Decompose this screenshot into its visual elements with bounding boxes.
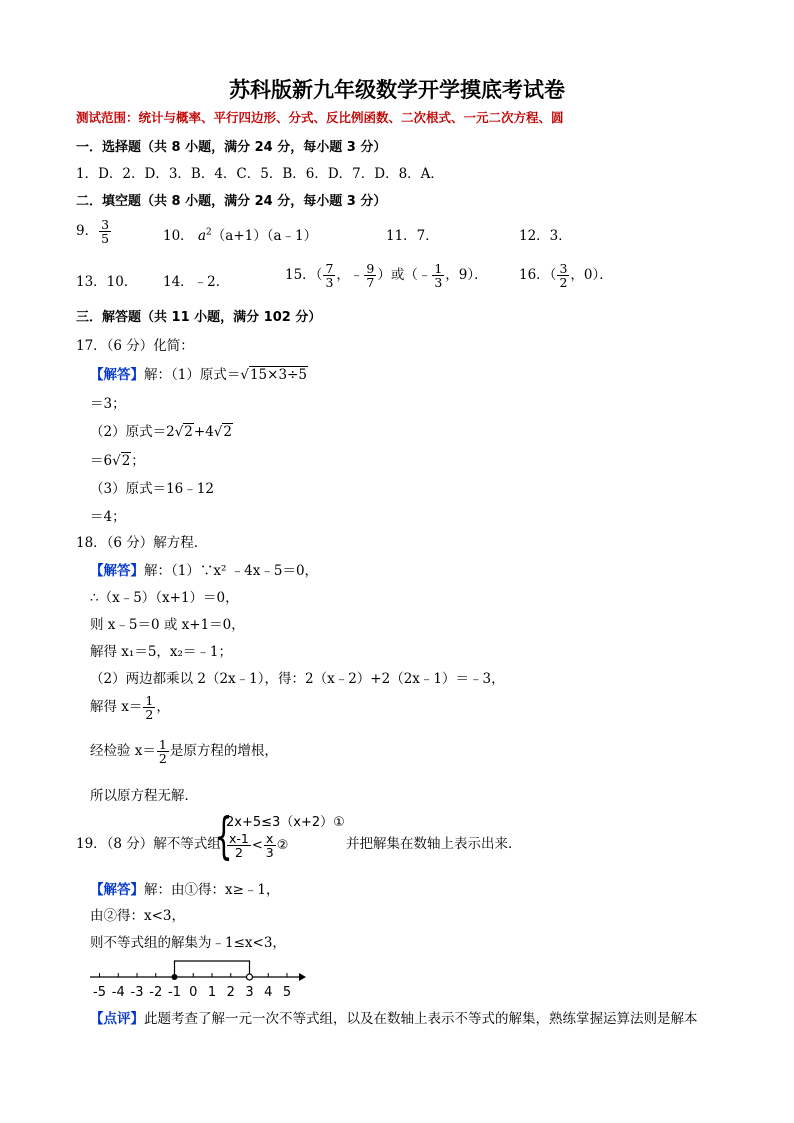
q18-l7-frac — [157, 738, 169, 765]
open-point-3 — [247, 974, 253, 980]
q18-line2: ∴（x﹣5）（x+1）＝0， — [90, 590, 239, 606]
q18-l6-text: 解得 x＝ — [90, 699, 143, 716]
q16-end: ，0）． — [570, 267, 613, 284]
q17-l1-text: 解：（1）原式＝ — [144, 367, 241, 383]
q16-frac — [557, 262, 569, 289]
q18-l7-num: 1 — [158, 737, 167, 752]
q15-frac2-den: 7 — [366, 275, 375, 291]
answer-q12: 12．3． — [519, 228, 572, 244]
q19-comment — [90, 1007, 698, 1027]
sqrt-sign: √ — [112, 453, 121, 469]
q15-sep: ，﹣ — [336, 267, 364, 284]
tick-label: -1 — [168, 985, 181, 1000]
q15-frac3-num: 1 — [434, 261, 443, 276]
section1-answers: 1．D．2．D．3．B．4．C．5．B．6．D．7．D．8．A． — [76, 166, 444, 182]
q18-line5: （2）两边都乘以 2（2x﹣1），得：2（x﹣2）+2（2x﹣1）＝﹣3， — [90, 671, 505, 687]
sqrt-sign: √ — [213, 424, 223, 440]
q18-l6-den: 2 — [145, 707, 154, 723]
q17-line5: （3）原式＝16﹣12 — [90, 481, 214, 497]
test-scope: 测试范围：统计与概率、平行四边形、分式、反比例函数、二次根式、一元二次方程、圆 — [76, 110, 564, 125]
q18-title: 18．（6 分）解方程． — [76, 535, 208, 551]
q17-line4 — [90, 449, 145, 469]
q15-or: ）或（﹣ — [377, 267, 432, 284]
q19-line3: 则不等式组的解集为﹣1≤x<3， — [90, 935, 286, 951]
tick-label: 3 — [245, 985, 254, 1000]
tick-label: 4 — [264, 985, 273, 1000]
answer-tag: 【解答】 — [90, 367, 144, 383]
sqrt-sign: √ — [174, 424, 184, 440]
q17-l3-plus: +4 — [193, 424, 214, 440]
section1-heading: 一．选择题（共 8 小题，满分 24 分，每小题 3 分） — [76, 140, 387, 155]
q9-number: 9． — [76, 223, 99, 240]
answer-tag: 【解答】 — [90, 882, 144, 898]
system-brace: { — [215, 807, 233, 865]
q19-suffix: 并把解集在数轴上表示出来． — [346, 836, 522, 852]
q19-ineq1: 2x+5≤3（x+2）① — [226, 815, 345, 830]
q9-fraction — [99, 218, 111, 245]
q19-ineq2-right-num: x — [266, 831, 274, 846]
q9-numerator: 3 — [101, 217, 110, 232]
q18-l6-num: 1 — [145, 693, 154, 708]
q18-line7 — [90, 738, 278, 765]
tick-label: -4 — [111, 985, 125, 1000]
q16-open: 16．（ — [519, 267, 557, 284]
q15-frac3-den: 3 — [434, 275, 443, 291]
q19-comment-text: 此题考查了解一元一次不等式组，以及在数轴上表示不等式的解集，熟练掌握运算法则是解本 — [144, 1011, 698, 1027]
answer-tag: 【解答】 — [90, 563, 144, 579]
q15-frac1 — [323, 262, 335, 289]
q19-ineq2-left-den: 2 — [227, 845, 251, 859]
closed-point-minus-1 — [172, 974, 178, 980]
tick-label: -2 — [149, 985, 163, 1000]
q19-ineq2-left-num: x-1 — [229, 831, 249, 846]
q18-l7-text: 经检验 x＝ — [90, 743, 156, 760]
q18-line6 — [90, 694, 170, 721]
answer-q11: 11．7． — [386, 228, 439, 244]
q17-l3-radicand2: 2 — [223, 424, 232, 440]
q19-ineq2-left — [227, 832, 251, 859]
number-line — [84, 952, 314, 1002]
q17-title: 17．（6 分）化简： — [76, 338, 194, 354]
q19-line1 — [90, 878, 280, 898]
answer-q14: 14．﹣2． — [163, 274, 230, 290]
q18-l1-text: 解：（1）∵x² ﹣4x﹣5＝0， — [144, 563, 319, 579]
q19-l1-text: 解：由①得：x≥﹣1， — [144, 882, 280, 898]
q18-l6-frac — [143, 694, 155, 721]
q18-line3: 则 x﹣5＝0 或 x+1＝0， — [90, 617, 245, 633]
q19-ineq2-right — [264, 832, 276, 859]
answer-q9 — [76, 218, 112, 245]
q18-line4: 解得 x₁＝5，x₂＝﹣1； — [90, 644, 233, 660]
answer-q13: 13．10． — [76, 274, 138, 290]
q15-end: ，9）． — [445, 267, 488, 284]
tick-label: -3 — [130, 985, 144, 1000]
q17-line2: ＝3； — [90, 396, 126, 412]
tick-label: -5 — [93, 985, 106, 1000]
q9-denominator: 5 — [101, 231, 110, 247]
q17-l4-end: ； — [131, 453, 145, 469]
tick-label: 5 — [282, 985, 292, 1000]
q15-frac3 — [432, 262, 444, 289]
q15-open: 15．（ — [285, 267, 323, 284]
q15-frac1-num: 7 — [325, 261, 334, 276]
q18-l6-end: ， — [156, 699, 170, 716]
q17-line3 — [90, 420, 233, 440]
q17-l1-radicand: 15×3÷5 — [249, 367, 307, 383]
q10-exponent: 2 — [206, 227, 212, 238]
q19-line2: 由②得：x<3， — [90, 908, 186, 924]
q16-frac-den: 2 — [559, 275, 568, 291]
q19-ineq2-mark: ② — [276, 838, 289, 854]
tick-label: 2 — [226, 985, 235, 1000]
q17-l3-radicand1: 2 — [184, 424, 193, 440]
q18-l7-end: 是原方程的增根， — [169, 743, 278, 760]
q19-ineq2 — [226, 832, 288, 859]
tick-label: 0 — [189, 985, 198, 1000]
q19-ineq2-op: < — [251, 838, 263, 854]
q10-number: 10． — [163, 228, 194, 244]
q10-rest: （a+1）（a﹣1） — [211, 228, 318, 244]
section3-heading: 三．解答题（共 11 小题，满分 102 分） — [76, 310, 322, 325]
q15-frac2 — [364, 262, 376, 289]
q17-l4-radicand: 2 — [121, 453, 131, 469]
q19-prefix: 19．（8 分）解不等式组 — [76, 836, 221, 852]
section2-heading: 二．填空题（共 8 小题，满分 24 分，每小题 3 分） — [76, 194, 387, 209]
answer-q15 — [285, 262, 488, 289]
q17-line1 — [90, 363, 308, 383]
q15-frac2-num: 9 — [366, 261, 375, 276]
q17-l4-text: ＝6 — [90, 453, 113, 469]
answer-q10 — [163, 224, 317, 244]
tick-label: 1 — [207, 985, 217, 1000]
number-line-arrow — [299, 973, 306, 981]
q17-line6: ＝4； — [90, 509, 126, 525]
comment-tag: 【点评】 — [90, 1011, 144, 1027]
answer-q16 — [519, 262, 613, 289]
q18-line1 — [90, 559, 318, 579]
q16-frac-num: 3 — [559, 261, 568, 276]
q10-base: a — [197, 228, 207, 244]
number-line-labels — [93, 985, 291, 1000]
q18-l7-den: 2 — [158, 751, 167, 767]
q18-line8: 所以原方程无解． — [90, 788, 198, 804]
page-title: 苏科版新九年级数学开学摸底考试卷 — [229, 78, 565, 102]
q15-frac1-den: 3 — [325, 275, 334, 291]
q19-ineq2-right-den: 3 — [265, 845, 274, 861]
q17-l3-text: （2）原式＝2 — [90, 424, 175, 440]
sqrt-sign: √ — [240, 367, 249, 383]
